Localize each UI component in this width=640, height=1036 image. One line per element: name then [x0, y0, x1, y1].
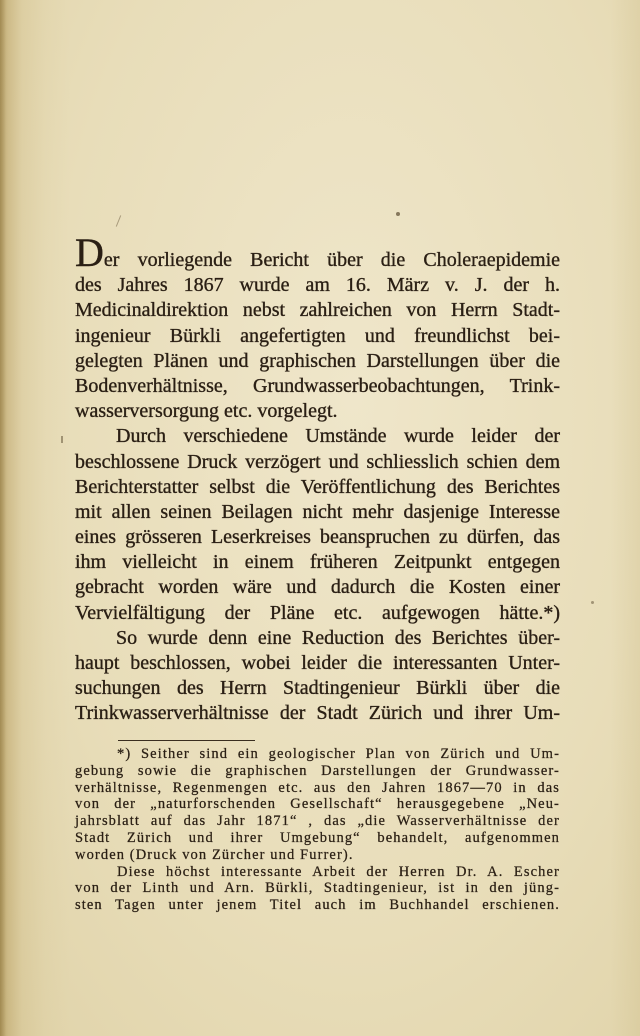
text-line: des Jahres 1867 wurde am 16. März v. J. der h. [75, 274, 560, 297]
footnote-line: gebung sowie die graphischen Darstellungen der Grundwasser- [75, 762, 560, 779]
text-line: gebracht worden wäre und dadurch die Kosten einer [75, 576, 560, 599]
text-line-rest: er vorliegende Bericht über die Choleraepidemie [103, 249, 560, 271]
footnote-line: jahrsblatt auf das Jahr 1871“ , das „die Wasserverhältnisse der [75, 813, 560, 830]
text-line: Vervielfältigung der Pläne etc. aufgewogen hätte.*) [75, 601, 560, 624]
text-line: haupt beschlossen, wobei leider die interessanten Unter- [75, 652, 560, 674]
binding-shadow [0, 0, 6, 1036]
footnote-paragraph [75, 864, 560, 914]
text-line: Medicinaldirektion nebst zahlreichen von Herrn Stadt- [75, 299, 560, 322]
footnote-line: sten Tagen unter jenem Titel auch im Buchhandel erschienen. [75, 897, 560, 914]
paragraph [75, 626, 560, 727]
stray-dot-mark [396, 212, 400, 216]
text-line: Berichterstatter selbst die Veröffentlichung des Berichtes [75, 475, 560, 498]
footnote-line: Stadt Zürich und ihrer Umgebung“ behandelt, aufgenommen [75, 829, 560, 846]
text-line: Durch verschiedene Umstände wurde leider der [116, 425, 560, 448]
paragraph [75, 424, 560, 626]
stray-tick-mark [61, 436, 63, 443]
footnote-line: *) Seither sind ein geologischer Plan von Zürich und Um- [117, 746, 560, 762]
footnote-rule [118, 740, 255, 741]
footnote [75, 746, 560, 914]
text-line: Bodenverhältnisse, Grundwasserbeobachtungen, Trink- [75, 374, 560, 397]
text-line: Trinkwasserverhältnisse der Stadt Zürich und ihrer Um- [75, 702, 560, 725]
stray-dot-mark [591, 601, 594, 604]
text-line: suchungen des Herrn Stadtingenieur Bürkli über die [75, 677, 560, 700]
paragraph [75, 230, 560, 424]
text-line: So wurde denn eine Reduction des Berichtes über- [116, 626, 560, 649]
drop-initial: D [75, 230, 104, 275]
footnote-line: worden (Druck von Zürcher und Furrer). [75, 846, 354, 863]
body-text [75, 230, 560, 727]
footnote-line: Diese höchst interessante Arbeit der Herren Dr. A. Escher [117, 863, 560, 880]
text-line: eines grösseren Leserkreises beanspruchen zu dürfen, das [75, 526, 560, 549]
text-line: ihm vielleicht in einem früheren Zeitpunkt entgegen [75, 551, 560, 574]
text-line: ingenieur Bürkli angefertigten und freundlichst bei- [75, 324, 560, 347]
text-line: beschlossene Druck verzögert und schliesslich schien dem [75, 450, 560, 473]
footnote-line: verhältnisse, Regenmengen etc. aus den Jahren 1867—70 in das [75, 779, 560, 796]
footnote-line: von der Linth und Arn. Bürkli, Stadtingenieur, ist in den jüng- [75, 880, 560, 897]
footnote-line: von der „naturforschenden Gesellschaft“ herausgegebene „Neu- [75, 796, 560, 813]
text-line [75, 230, 560, 275]
stray-slash-mark [116, 215, 121, 227]
footnote-paragraph [75, 746, 560, 864]
text-line: wasserversorgung etc. vorgelegt. [75, 400, 338, 423]
text-line: mit allen seinen Beilagen nicht mehr dasjenige Interesse [75, 500, 560, 523]
text-line: gelegten Plänen und graphischen Darstellungen über die [75, 349, 560, 372]
